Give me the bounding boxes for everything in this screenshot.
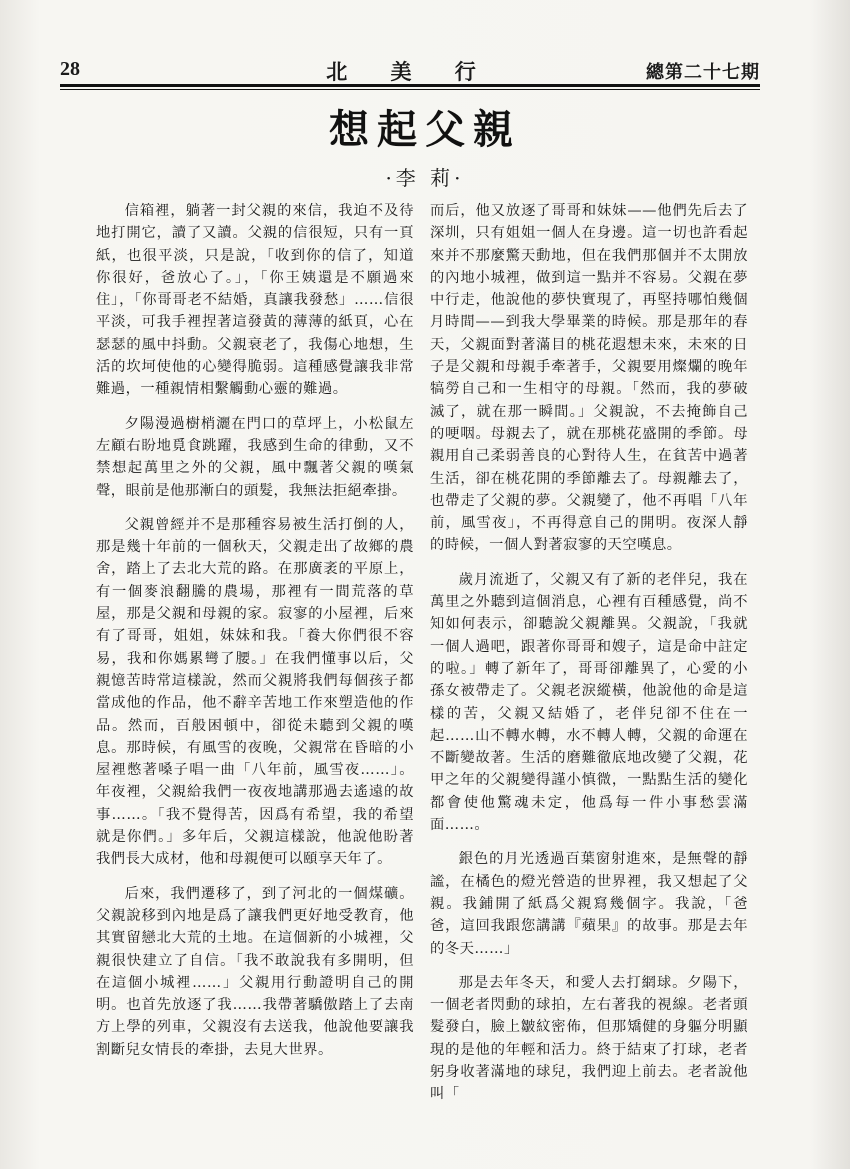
paragraph: 父親曾經并不是那種容易被生活打倒的人，那是幾十年前的一個秋天，父親走出了故鄉的農舍，踏上了去北大荒的路。在那廣袤的平原上，有一個麥浪翻騰的農場，那裡有一間荒落的草屋，那是父親和母親的家。寂寥的小屋裡，后來有了哥哥，姐姐，妹妹和我。「養大你們很不容易，我和你媽累彎了腰。」在我們懂事以后，父親憶苦時常這樣說，然而父親將我們每個孩子都當成他的作品，他不辭辛苦地工作來塑造他的作品。然而，百般困頓中，卻從未聽到父親的嘆息。那時候，有風雪的夜晚，父親常在昏暗的小屋裡憋著嗓子唱一曲「八年前，風雪夜……」。年夜裡，父親給我們一夜夜地講那過去遙遠的故事……。「我不覺得苦，因爲有希望，我的希望就是你們。」多年后，父親這樣說，他說他盼著我們長大成材，他和母親便可以頤享天年了。 [96,516,414,868]
page-number: 28 [60,58,80,80]
paragraph: 銀色的月光透過百葉窗射進來，是無聲的靜謐，在橘色的燈光營造的世界裡，我又想起了父親。我鋪開了紙爲父親寫幾個字。我說，「爸爸，這回我跟您講講『蘋果』的故事。那是去年的冬天……」 [430,851,748,957]
magazine-title: 北 美 行 [326,59,494,84]
page-header [60,58,760,84]
paragraph: 夕陽漫過樹梢灑在門口的草坪上，小松鼠左左顧右盼地覓食跳躍，我感到生命的律動，又不禁想起萬里之外的父親，風中飄著父親的嘆氣聲，眼前是他那漸白的頭髮，我無法拒絕牽掛。 [96,415,414,499]
paragraph: 而后，他又放逐了哥哥和妹妹——他們先后去了深圳，只有姐姐一個人在身邊。這一切也許看起來并不那麼驚天動地，但在我們那個并不太開放的內地小城裡，做到這一點并不容易。父親在夢中行走，他說他的夢快實現了，再堅持哪怕幾個月時間——到我大學畢業的時候。那是那年的春天，父親面對著滿目的桃花遐想未來，未來的日子是父親和母親手牽著手，父親要用燦爛的晚年犒勞自己和一生相守的母親。「然而，我的夢破滅了，就在那一瞬間。」父親說，不去掩飾自己的哽咽。母親去了，就在那桃花盛開的季節。母親用自己柔弱善良的心對待人生，在貧苦中過著生活，卻在桃花開的季節離去了。母親離去了，也帶走了父親的夢。父親變了，他不再唱「八年前，風雪夜」，不再得意自己的開明。夜深人靜的時候，一個人對著寂寥的天空嘆息。 [430,203,748,554]
header-rule-thick [60,84,760,87]
paragraph: 那是去年冬天，和愛人去打網球。夕陽下，一個老者閃動的球拍，左右著我的視線。老者頭髮發白，臉上皺紋密佈，但那矯健的身軀分明顯現的是他的年輕和活力。終于結束了打球，老者躬身收著滿地的球兒，我們迎上前去。老者說他叫「 [430,974,748,1103]
header-rule-thin [60,89,760,90]
article-title: 想起父親 [329,106,521,153]
paragraph: 歲月流逝了，父親又有了新的老伴兒，我在萬里之外聽到這個消息，心裡有百種感覺，尚不知如何表示，卻聽說父親離異。父親說，「我就一個人過吧，跟著你哥哥和嫂子，這是命中註定的啦。」轉了新年了，哥哥卻離異了，心愛的小孫女被帶走了。父親老淚縱橫，他說他的命是這樣的苦，父親又結婚了，老伴兒卻不住在一起……山不轉水轉，水不轉人轉，父親的命運在不斷變故著。生活的磨難徹底地改變了父親，花甲之年的父親變得謹小慎微，一點點生活的變化都會使他驚魂未定，他爲每一件小事愁雲滿面……。 [430,571,748,834]
paragraph: 后來，我們遷移了，到了河北的一個煤礦。父親說移到內地是爲了讓我們更好地受教育，他其實留戀北大荒的土地。在這個新的小城裡，父親很快建立了自信。「我不敢說我有多開明，但在這個小城裡……」父親用行動證明自己的開明。也首先放逐了我……我帶著驕傲踏上了去南方上學的列車，父親沒有去送我，他說他要讓我割斷兒女情長的牽掛，去見大世界。 [96,885,414,1058]
issue-number: 總第二十七期 [646,62,760,83]
paragraph: 信箱裡，躺著一封父親的來信，我迫不及待地打開它，讀了又讀。父親的信很短，只有一頁紙，也很平淡，只是說，「收到你的信了，知道你很好，爸放心了。」，「你王姨還是不願過來住」，「你哥哥老不結婚，真讓我發愁」……信很平淡，可我手裡捏著這發黃的薄薄的紙頁，心在瑟瑟的風中抖動。父親衰老了，我傷心地想，生活的坎坷使他的心變得脆弱。這種感覺讓我非常難過，一種親情相繫觸動心靈的難過。 [96,203,414,398]
right-column [430,200,748,1118]
left-column [96,200,414,1073]
article-author: ·李 莉· [385,166,465,190]
